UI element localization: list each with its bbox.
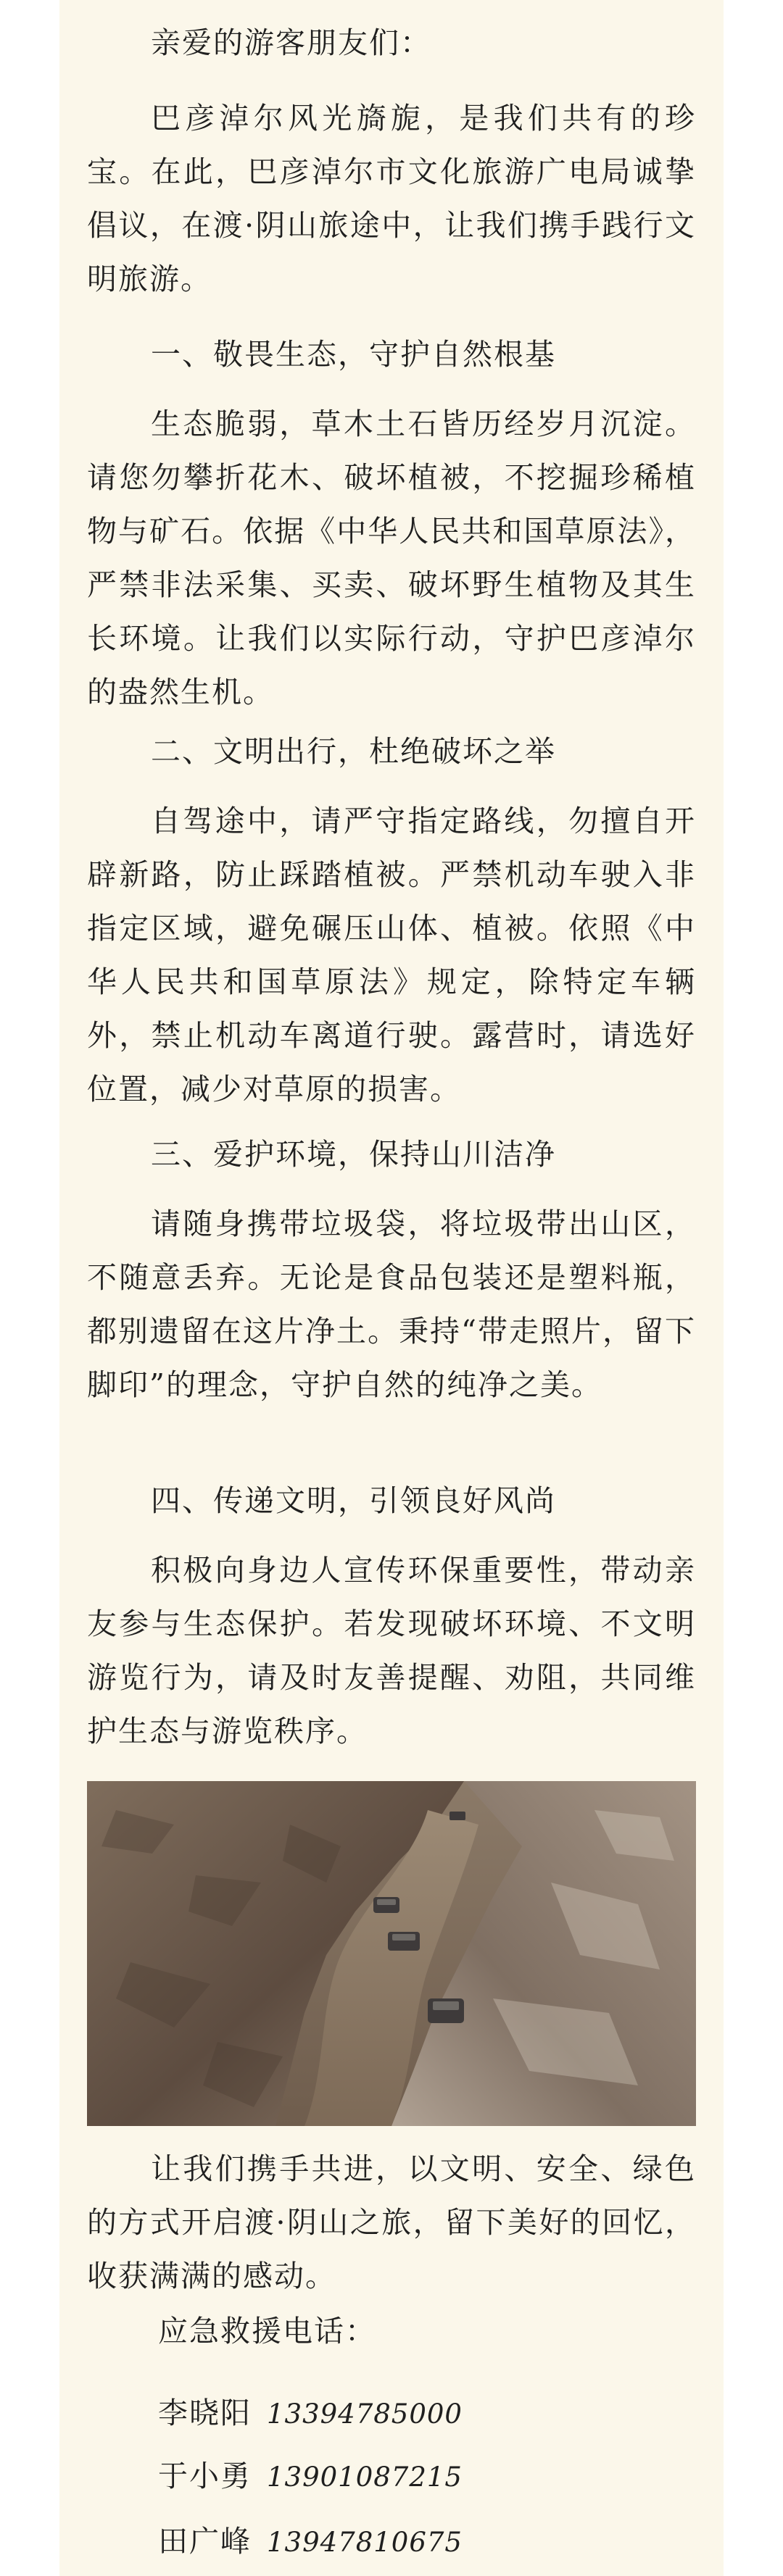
contact-row [158, 2451, 463, 2503]
contact-phone: 13394785000 [267, 2398, 463, 2430]
section-4-body: 积极向身边人宣传环保重要性，带动亲友参与生态保护。若发现破坏环境、不文明游览行为，请及时友善提醒、劝阻，共同维护生态与游览秩序。 [87, 1553, 696, 1748]
contact-phone: 13947810675 [267, 2527, 463, 2558]
section-2-body: 自驾途中，请严守指定路线，勿擅自开辟新路，防止踩踏植被。严禁机动车驶入非指定区域，避免碾压山体、植被。依照《中华人民共和国草原法》规定，除特定车辆外，禁止机动车离道行驶。露营时，请选好位置，减少对草原的损害。 [87, 804, 696, 1106]
contact-name: 田广峰 [158, 2524, 252, 2559]
contact-phone: 13901087215 [267, 2462, 463, 2493]
greeting: 亲爱的游客朋友们： [151, 25, 431, 60]
section-3-heading: 三、爱护环境，保持山川洁净 [151, 1137, 556, 1172]
emergency-label: 应急救援电话： [158, 2314, 376, 2348]
section-3-body: 请随身携带垃圾袋，将垃圾带出山区，不随意丢弃。无论是食品包装还是塑料瓶，都别遗留在这片净土。秉持“带走照片，留下脚印”的理念，守护自然的纯净之美。 [87, 1206, 696, 1402]
contact-name: 李晓阳 [158, 2396, 252, 2430]
section-4-heading: 四、传递文明，引领良好风尚 [151, 1483, 556, 1518]
closing-paragraph: 让我们携手共进，以文明、安全、绿色的方式开启渡·阴山之旅，留下美好的回忆，收获满满的感动。 [87, 2151, 696, 2293]
contact-name: 于小勇 [158, 2459, 252, 2493]
contact-row [158, 2516, 463, 2568]
section-1-heading: 一、敬畏生态，守护自然根基 [151, 337, 556, 372]
canyon-road-photo [87, 1781, 696, 2126]
contact-row [158, 2388, 463, 2440]
intro-paragraph: 巴彦淖尔风光旖旎，是我们共有的珍宝。在此，巴彦淖尔市文化旅游广电局诚挚倡议，在渡·阴山旅途中，让我们携手践行文明旅游。 [87, 101, 696, 296]
section-1-body: 生态脆弱，草木土石皆历经岁月沉淀。请您勿攀折花木、破坏植被，不挖掘珍稀植物与矿石。依据《中华人民共和国草原法》，严禁非法采集、买卖、破坏野生植物及其生长环境。让我们以实际行动，守护巴彦淖尔的盎然生机。 [87, 407, 696, 709]
section-2-heading: 二、文明出行，杜绝破坏之举 [151, 734, 556, 769]
